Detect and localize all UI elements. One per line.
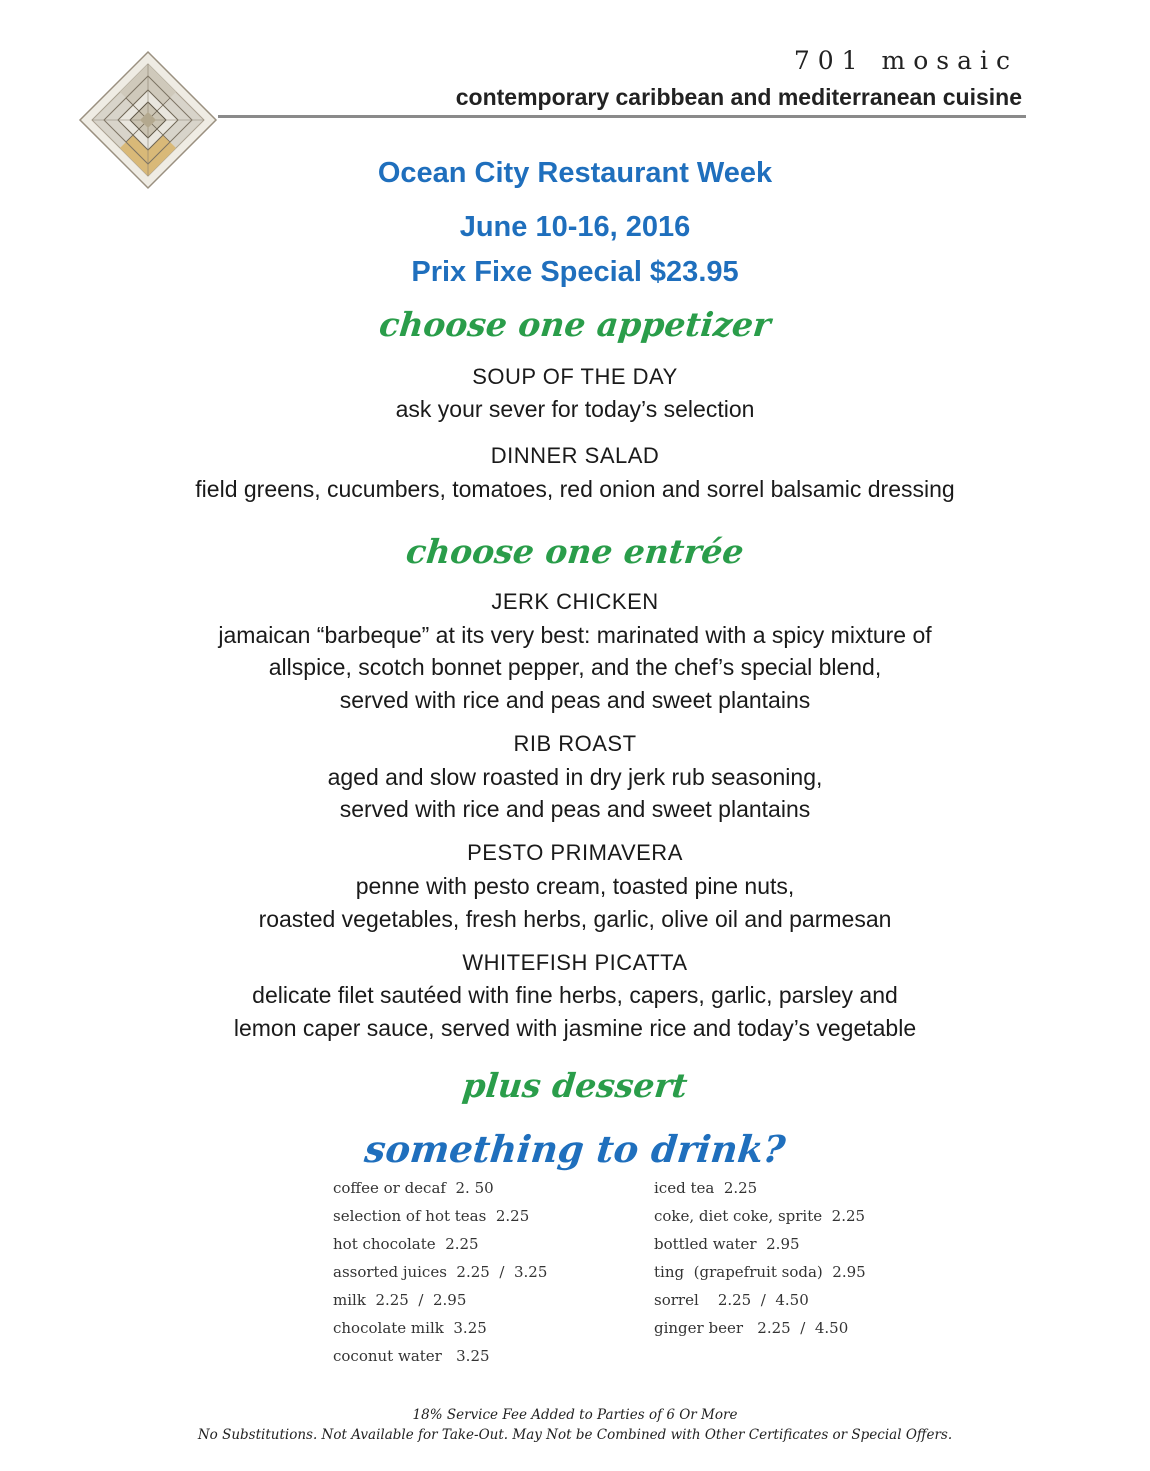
drink-item: iced tea 2.25 [654, 1179, 758, 1197]
dessert-heading: plus dessert [460, 1066, 690, 1105]
drinks-heading: something to drink? [362, 1127, 788, 1171]
drink-item: ginger beer 2.25 / 4.50 [654, 1319, 849, 1337]
entree-name: RIB ROAST [513, 731, 637, 756]
tagline: contemporary caribbean and mediterranean cuisine [455, 84, 1022, 110]
entree-description: jamaican “barbeque” at its very best: marinated with a spicy mixture of [218, 622, 932, 648]
service-fee-note: 18% Service Fee Added to Parties of 6 Or More [412, 1407, 738, 1423]
header-rule [218, 115, 1026, 118]
drinks-list-left [333, 1176, 547, 1372]
entree-heading: choose one entrée [404, 532, 746, 571]
drink-item: ting (grapefruit soda) 2.95 [654, 1263, 866, 1281]
entree-description: penne with pesto cream, toasted pine nuts, [355, 873, 795, 899]
appetizer-name: DINNER SALAD [490, 443, 660, 468]
entree-name: JERK CHICKEN [491, 589, 659, 614]
drink-item: sorrel 2.25 / 4.50 [654, 1291, 809, 1309]
drinks-list-right [654, 1176, 866, 1344]
drink-item: coke, diet coke, sprite 2.25 [654, 1207, 866, 1225]
brand-name: 701 mosaic [793, 46, 1018, 75]
entree-description: served with rice and peas and sweet plantains [339, 796, 811, 822]
drink-item: chocolate milk 3.25 [333, 1319, 487, 1337]
entree-description: lemon caper sauce, served with jasmine rice and today’s vegetable [233, 1015, 917, 1041]
drink-item: bottled water 2.95 [654, 1235, 800, 1253]
entree-description: aged and slow roasted in dry jerk rub seasoning, [327, 764, 823, 790]
appetizer-description: field greens, cucumbers, tomatoes, red onion and sorrel balsamic dressing [195, 476, 955, 502]
entree-description: allspice, scotch bonnet pepper, and the chef’s special blend, [268, 654, 882, 680]
event-dates: June 10-16, 2016 [459, 211, 691, 243]
appetizer-description: ask your sever for today’s selection [395, 396, 755, 422]
drink-item: coffee or decaf 2. 50 [333, 1179, 494, 1197]
entree-description: served with rice and peas and sweet plantains [339, 687, 811, 713]
drink-item: selection of hot teas 2.25 [333, 1207, 530, 1225]
restrictions-note: No Substitutions. Not Available for Take-Out. May Not be Combined with Other Certificates or Special Offers. [197, 1427, 953, 1443]
entree-description: roasted vegetables, fresh herbs, garlic, olive oil and parmesan [258, 906, 892, 932]
event-title: Ocean City Restaurant Week [377, 157, 773, 189]
drink-item: milk 2.25 / 2.95 [333, 1291, 467, 1309]
entree-name: PESTO PRIMAVERA [467, 840, 683, 865]
drink-item: coconut water 3.25 [333, 1347, 490, 1365]
prix-fixe-special: Prix Fixe Special $23.95 [411, 256, 739, 288]
entree-description: delicate filet sautéed with fine herbs, capers, garlic, parsley and [252, 982, 898, 1008]
drink-item: assorted juices 2.25 / 3.25 [333, 1263, 548, 1281]
appetizer-heading: choose one appetizer [377, 305, 773, 344]
drink-item: hot chocolate 2.25 [333, 1235, 479, 1253]
appetizer-name: SOUP OF THE DAY [472, 364, 678, 389]
entree-name: WHITEFISH PICATTA [462, 950, 688, 975]
